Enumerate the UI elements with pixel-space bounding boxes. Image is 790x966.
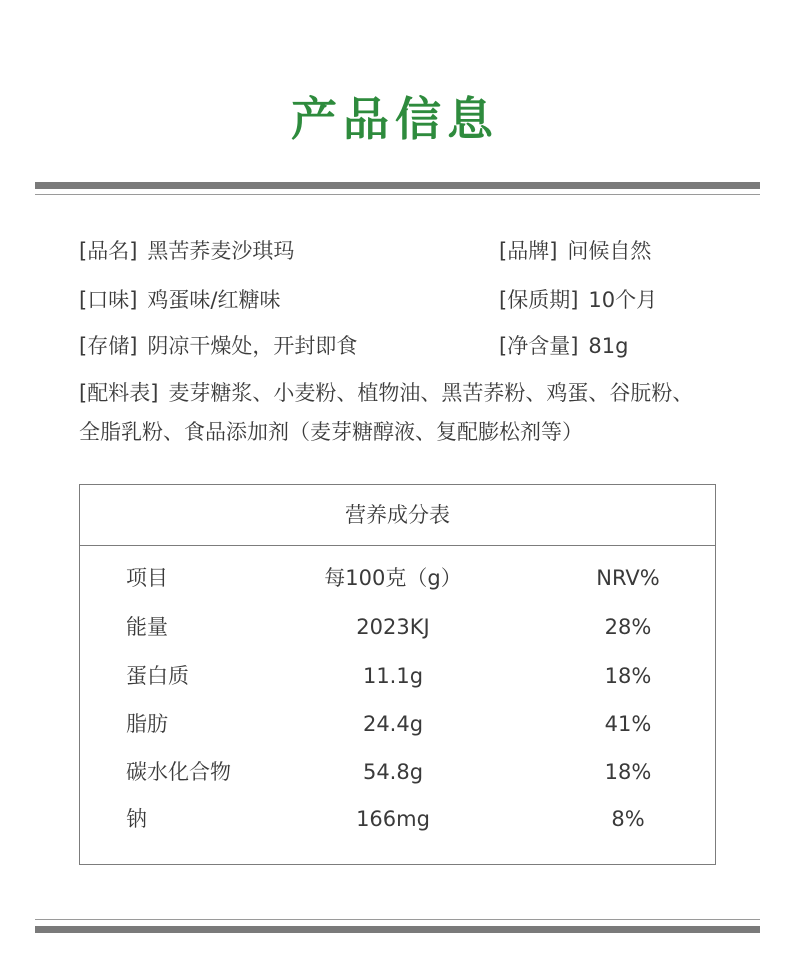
info-value: 黑苦荞麦沙琪玛 [147, 239, 295, 263]
info-shelf-life [499, 285, 657, 315]
nutrition-table [79, 484, 716, 865]
nutrient-nrv: 18% [604, 664, 652, 688]
nutrient-per100g: 24.4g [362, 712, 424, 736]
nutrient-name: 脂肪 [126, 712, 168, 736]
nutrient-per100g: 2023KJ [356, 615, 430, 639]
info-label: [品名] [79, 239, 138, 263]
info-flavor [79, 285, 280, 315]
nutrient-nrv: 28% [604, 615, 652, 639]
nutrient-name: 能量 [126, 615, 168, 639]
info-label: [品牌] [499, 239, 558, 263]
info-product-name [79, 236, 294, 266]
info-net-weight [499, 331, 628, 361]
info-value: 81g [588, 334, 629, 358]
info-value: 鸡蛋味/红糖味 [147, 288, 281, 312]
column-header-per100g: 每100克（g） [324, 566, 462, 590]
nutrient-name: 碳水化合物 [126, 760, 231, 784]
info-brand [499, 236, 651, 266]
top-divider-thin [35, 194, 760, 195]
info-value: 阴凉干燥处，开封即食 [147, 334, 358, 358]
info-label: [保质期] [499, 288, 579, 312]
info-value: 麦芽糖浆、小麦粉、植物油、黑苦荞粉、鸡蛋、谷朊粉、全脂乳粉、食品添加剂（麦芽糖醇液、复配膨松剂等） [79, 381, 694, 444]
nutrient-per100g: 54.8g [362, 760, 424, 784]
table-row [80, 704, 715, 744]
table-row [80, 799, 715, 839]
nutrient-per100g: 166mg [356, 807, 430, 831]
nutrient-per100g: 11.1g [362, 664, 424, 688]
nutrient-nrv: 41% [604, 712, 652, 736]
table-row [80, 656, 715, 696]
info-label: [净含量] [499, 334, 579, 358]
info-ingredients [79, 374, 699, 452]
nutrient-nrv: 8% [611, 807, 645, 831]
nutrition-header-row [80, 558, 715, 598]
table-row [80, 607, 715, 647]
nutrition-table-title: 营养成分表 [80, 485, 715, 546]
info-label: [口味] [79, 288, 138, 312]
info-value: 10个月 [588, 288, 658, 312]
column-header-item: 项目 [126, 566, 168, 590]
table-row [80, 752, 715, 792]
info-label: [存储] [79, 334, 138, 358]
bottom-divider-thin [35, 919, 760, 920]
bottom-divider-thick [35, 926, 760, 933]
column-header-nrv: NRV% [596, 566, 660, 590]
nutrient-name: 蛋白质 [126, 664, 189, 688]
nutrient-name: 钠 [126, 807, 147, 831]
nutrient-nrv: 18% [604, 760, 652, 784]
page-title: 产品信息 [291, 92, 499, 146]
info-storage [79, 331, 357, 361]
top-divider-thick [35, 182, 760, 189]
info-value: 问候自然 [567, 239, 652, 263]
info-label: [配料表] [79, 381, 159, 405]
